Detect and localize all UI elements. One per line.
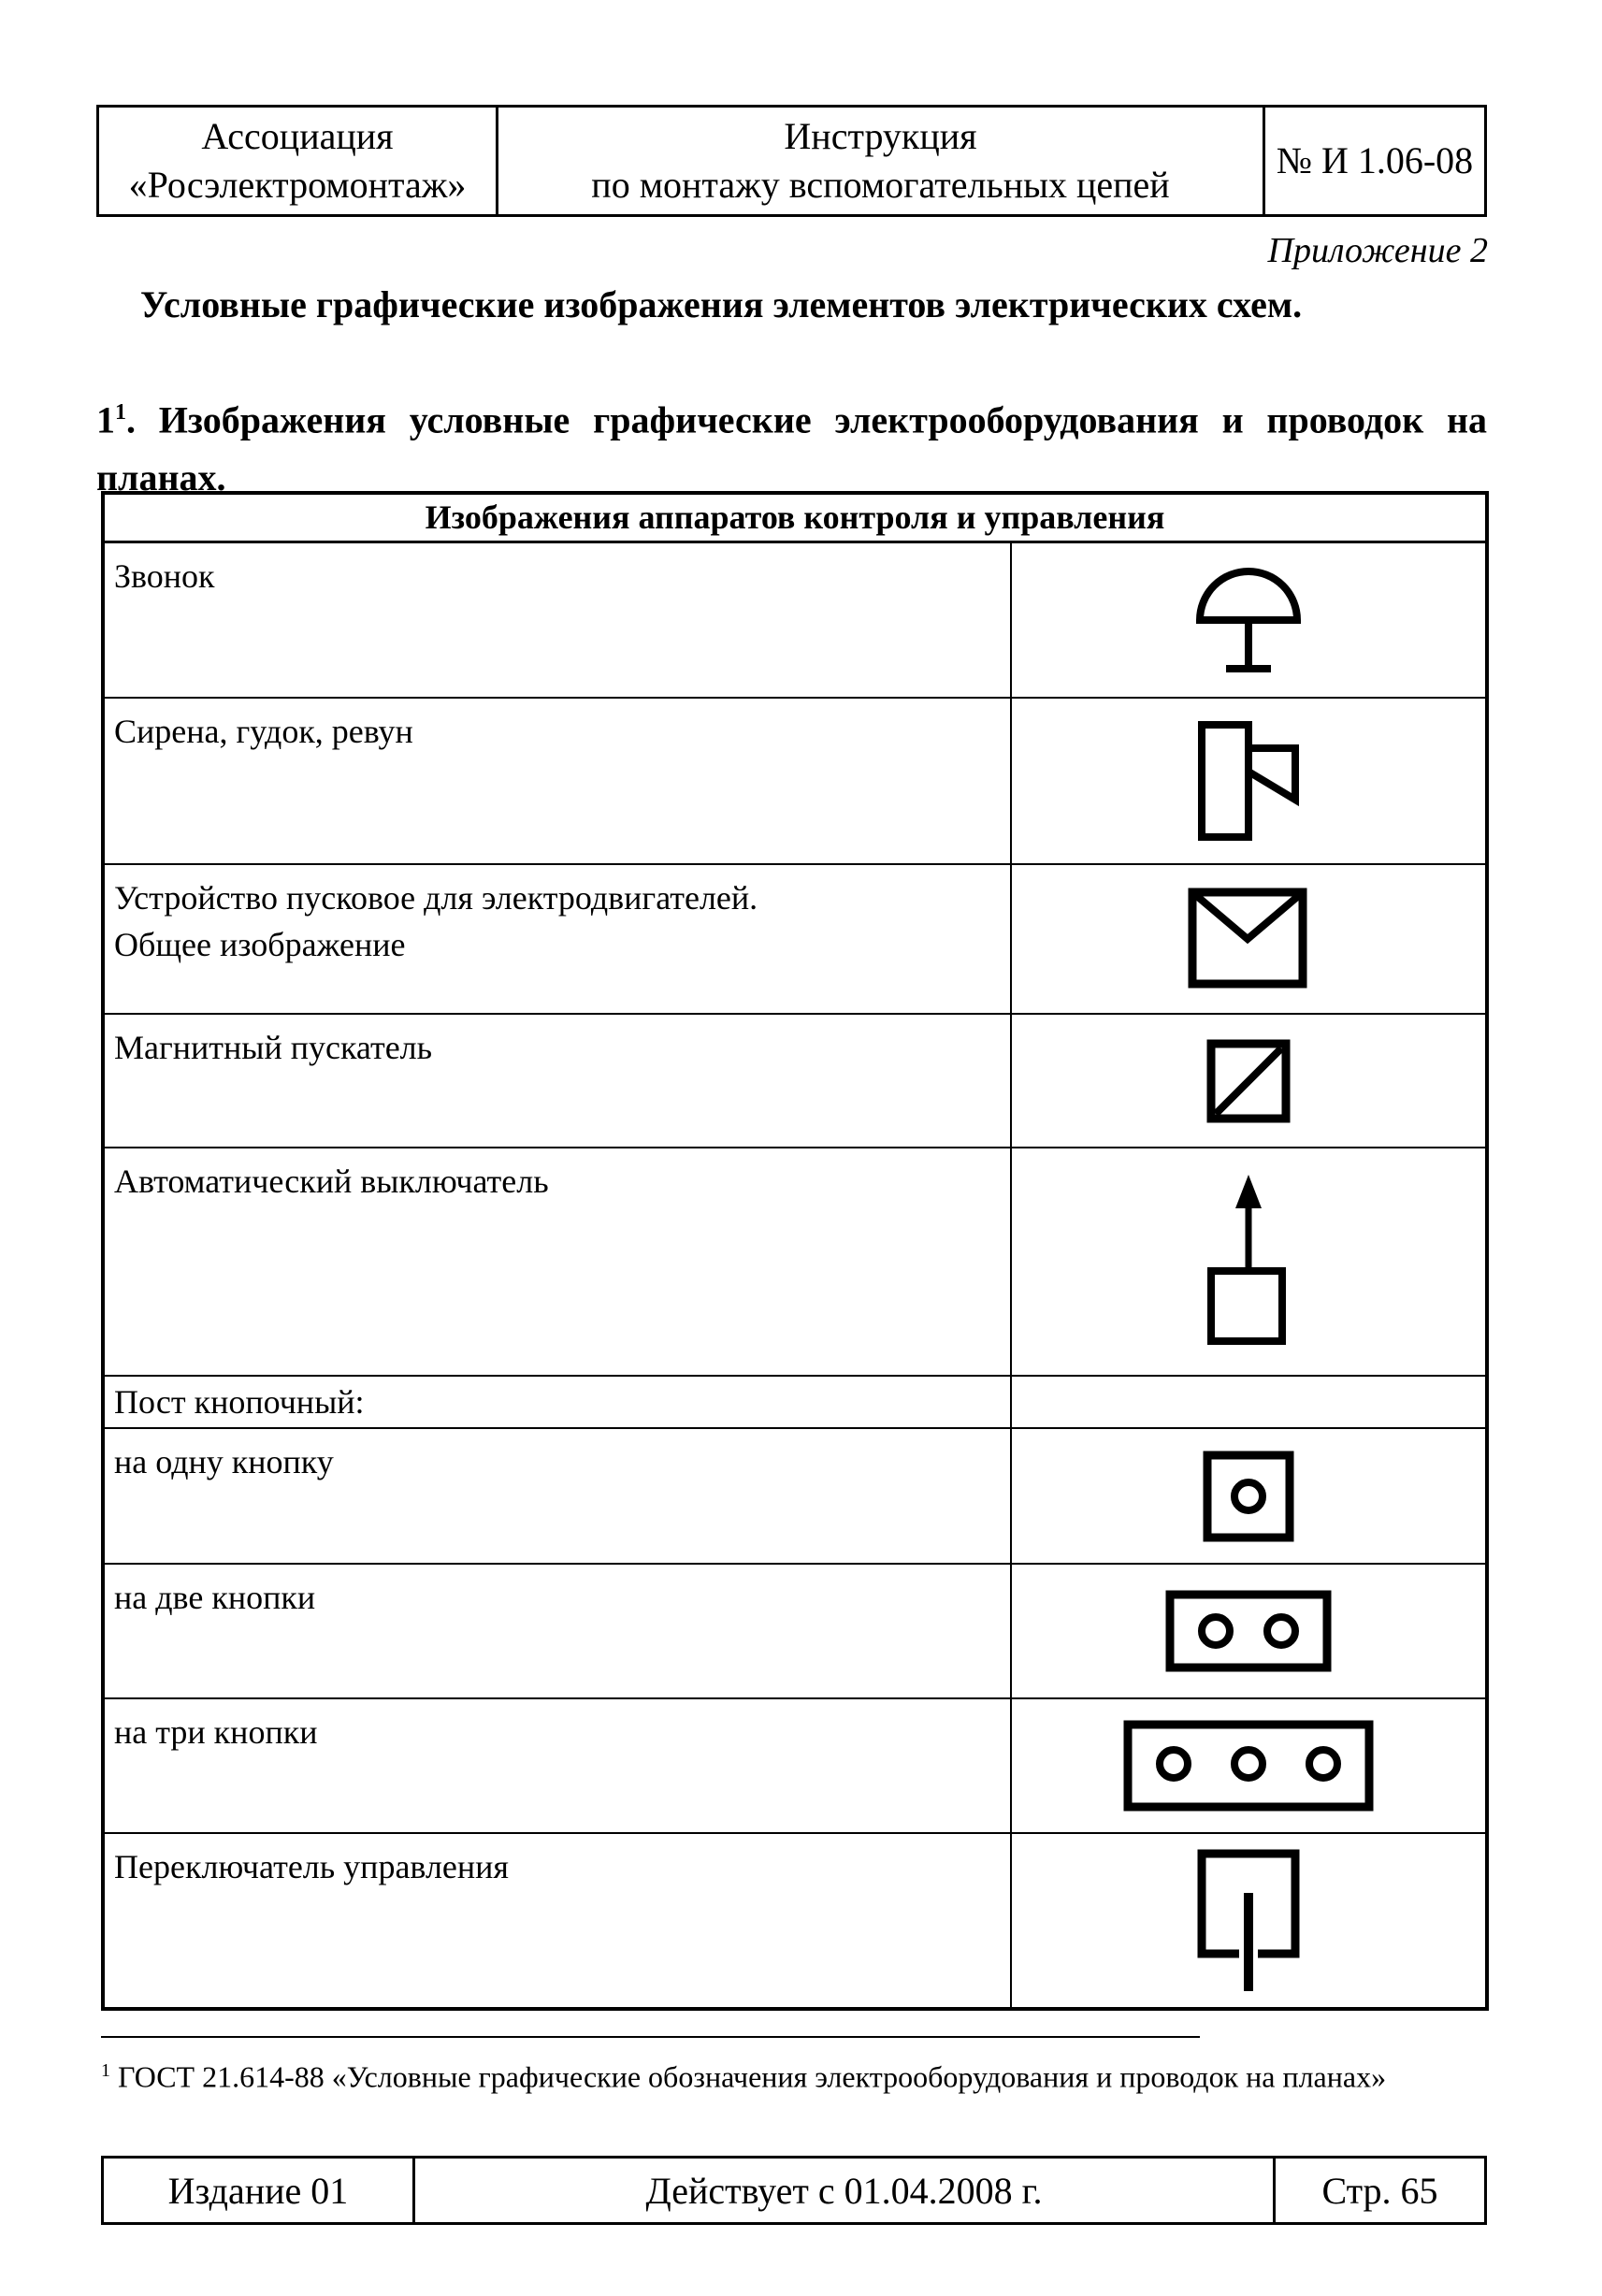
symbol-cell (1012, 1565, 1485, 1697)
bell-icon (1192, 564, 1305, 676)
symbol-cell (1012, 1429, 1485, 1563)
organization-cell (99, 108, 498, 214)
organization-line-2: «Росэлектромонтаж» (128, 164, 467, 206)
footnote-separator (101, 2036, 1200, 2038)
document-number-cell (1265, 108, 1484, 214)
table-row-control-switch (105, 1834, 1485, 2007)
effective-date: Действует с 01.04.2008 г. (645, 2169, 1043, 2212)
one-button-station-icon (1202, 1450, 1295, 1543)
symbol-cell (1012, 1699, 1485, 1832)
row-label: Пост кнопочный: (105, 1377, 1012, 1427)
symbol-cell (1012, 1377, 1485, 1427)
symbol-cell (1012, 1834, 1485, 2007)
symbol-cell (1012, 1148, 1485, 1375)
motor-starter-icon (1188, 888, 1309, 990)
row-label (105, 865, 1012, 1013)
symbol-cell (1012, 699, 1485, 863)
magnetic-starter-icon (1206, 1039, 1291, 1123)
row-label-line-2: Общее изображение (114, 926, 406, 963)
edition: Издание 01 (167, 2169, 349, 2212)
section-footnote-mark: 1 (115, 400, 126, 425)
row-label: Магнитный пускатель (105, 1015, 1012, 1147)
table-row-bell (105, 543, 1485, 699)
row-label-line-1: Устройство пусковое для электродвигателей. (114, 879, 758, 917)
three-button-station-icon (1122, 1719, 1375, 1812)
document-title-line-1: Инструкция (784, 115, 977, 157)
circuit-breaker-icon (1202, 1173, 1295, 1350)
row-label: Автоматический выключатель (105, 1148, 1012, 1375)
section-heading-text: . Изображения условные графические электрооборудования и проводок на планах. (96, 398, 1487, 499)
document-title-line-2: по монтажу вспомогательных цепей (591, 164, 1170, 206)
organization-line-1: Ассоциация (201, 115, 394, 157)
table-row-siren (105, 699, 1485, 865)
table-row-motor-starter (105, 865, 1485, 1015)
section-number: 1 (96, 398, 115, 441)
document-title-cell (498, 108, 1265, 214)
row-label: на три кнопки (105, 1699, 1012, 1832)
edition-cell (104, 2159, 415, 2222)
row-label: на две кнопки (105, 1565, 1012, 1697)
row-label: Сирена, гудок, ревун (105, 699, 1012, 863)
appendix-label: Приложение 2 (1267, 231, 1488, 270)
control-switch-icon (1192, 1846, 1305, 1996)
table-row-two-buttons (105, 1565, 1485, 1699)
row-label: Переключатель управления (105, 1834, 1012, 2007)
footnote (101, 2048, 1487, 2100)
siren-icon (1192, 720, 1305, 842)
page-number-cell (1276, 2159, 1484, 2222)
table-row-three-buttons (105, 1699, 1485, 1834)
section-heading (96, 383, 1487, 507)
document-footer (101, 2156, 1487, 2225)
table-row-circuit-breaker (105, 1148, 1485, 1377)
symbol-cell (1012, 543, 1485, 697)
table-row-button-station-heading (105, 1377, 1485, 1429)
table-row-magnetic-starter (105, 1015, 1485, 1148)
symbol-cell (1012, 865, 1485, 1013)
footnote-text: ГОСТ 21.614-88 «Условные графические обозначения электрооборудования и проводок на планах» (110, 2059, 1387, 2094)
symbol-cell (1012, 1015, 1485, 1147)
page-number: Стр. 65 (1321, 2169, 1438, 2212)
effective-date-cell (415, 2159, 1276, 2222)
row-label: Звонок (105, 543, 1012, 697)
table-row-one-button (105, 1429, 1485, 1565)
document-header (96, 105, 1487, 217)
table-header: Изображения аппаратов контроля и управления (105, 495, 1485, 543)
two-button-station-icon (1164, 1589, 1333, 1673)
row-label: на одну кнопку (105, 1429, 1012, 1563)
page-title: Условные графические изображения элементов электрических схем. (140, 283, 1303, 325)
document-number: № И 1.06-08 (1276, 139, 1474, 181)
symbols-table (101, 491, 1489, 2011)
footnote-mark: 1 (101, 2060, 110, 2081)
